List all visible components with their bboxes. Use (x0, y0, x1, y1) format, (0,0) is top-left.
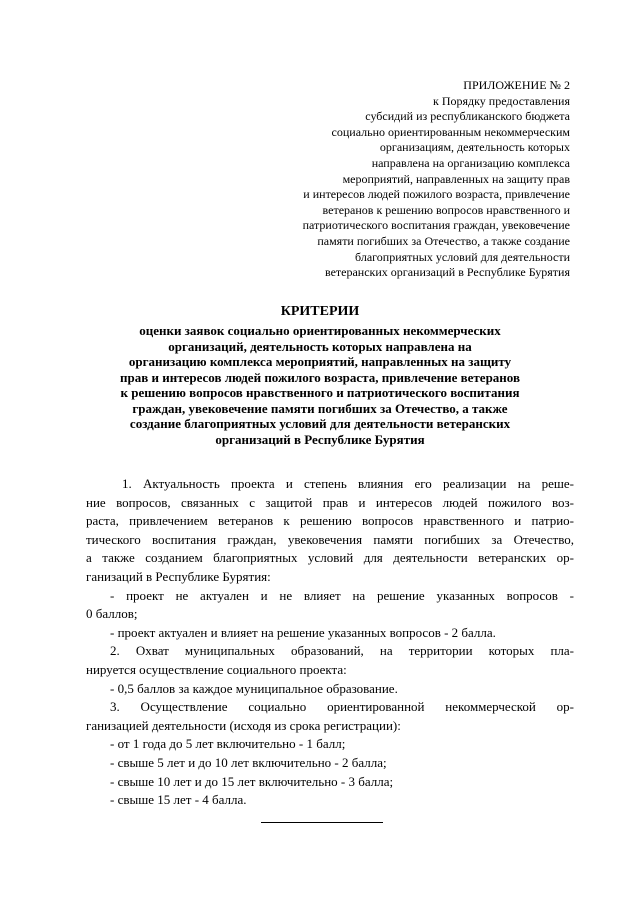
appendix-number: ПРИЛОЖЕНИЕ № 2 (463, 78, 570, 92)
criterion-1-option: - проект не актуален и не влияет на решение указанных вопросов - (110, 587, 574, 603)
criteria-body (86, 475, 574, 810)
appendix-line: к Порядку предоставления (432, 93, 570, 108)
criterion-1-line: раста, привлечением ветеранов к решению вопросов нравственного и патрио- (86, 513, 574, 529)
criterion-3-line: ганизацией деятельности (исходя из срока регистрации): (86, 717, 401, 733)
subtitle-line: создание благоприятных условий для деятельности ветеранских (129, 416, 511, 431)
criterion-2-option: - 0,5 баллов за каждое муниципальное образование. (110, 680, 398, 696)
end-separator-line (261, 822, 383, 823)
criterion-3-option: - свыше 5 лет и до 10 лет включительно - 2 балла; (110, 754, 387, 770)
appendix-line: организациям, деятельность которых (379, 140, 570, 155)
appendix-line: направлена на организацию комплекса (371, 155, 570, 170)
appendix-line: социально ориентированным некоммерческим (331, 124, 570, 139)
criterion-1-option: - проект актуален и влияет на решение указанных вопросов - 2 балла. (110, 624, 496, 640)
subtitle-line: организаций в Республике Бурятия (215, 431, 425, 447)
subtitle-line: оценки заявок социально ориентированных некоммерческих (139, 323, 501, 338)
criterion-2-line: 2. Охват муниципальных образований, на территории которых пла- (110, 643, 574, 659)
criterion-1-option: 0 баллов; (86, 606, 138, 622)
subtitle-line: граждан, увековечение памяти погибших за Отечество, а также (132, 400, 508, 416)
subtitle-line: прав и интересов людей пожилого возраста, привлечение ветеранов (120, 369, 520, 385)
appendix-line: памяти погибших за Отечество, а также создание (317, 233, 570, 248)
criterion-1-line: ние вопросов, связанных с защитой прав и интересов людей пожилого воз- (86, 494, 574, 510)
document-subtitle (0, 323, 640, 447)
criterion-2-line: нируется осуществление социального проекта: (86, 661, 347, 677)
criterion-1-line: тического воспитания граждан, увековечения памяти погибших за Отечество, (86, 531, 574, 547)
appendix-line: и интересов людей пожилого возраста, привлечение (303, 187, 570, 202)
subtitle-line: организацию комплекса мероприятий, направленных на защиту (128, 354, 512, 369)
appendix-line: благоприятных условий для деятельности (355, 249, 570, 264)
document-title: КРИТЕРИИ (280, 304, 360, 319)
criterion-3-option: - свыше 15 лет - 4 балла. (110, 792, 247, 808)
criterion-3-option: - от 1 года до 5 лет включительно - 1 балл; (110, 736, 346, 752)
criterion-1-line: а также созданием благоприятных условий для деятельности ветеранских ор- (86, 550, 574, 566)
criterion-3-option: - свыше 10 лет и до 15 лет включительно - 3 балла; (110, 773, 394, 789)
appendix-header (240, 78, 570, 281)
appendix-line: ветеранских организаций в Республике Бурятия (324, 265, 570, 280)
subtitle-line: к решению вопросов нравственного и патриотического воспитания (120, 385, 520, 400)
appendix-line: ветеранов к решению вопросов нравственного и (322, 202, 570, 217)
criterion-1-line: 1. Актуальность проекта и степень влияния его реализации на реше- (122, 476, 574, 491)
subtitle-line: организаций, деятельность которых направлена на (168, 338, 472, 354)
appendix-line: патриотического воспитания граждан, увековечение (302, 218, 570, 233)
criterion-1-line: ганизаций в Республике Бурятия: (86, 568, 271, 584)
appendix-line: субсидий из республиканского бюджета (365, 109, 570, 124)
appendix-line: мероприятий, направленных на защиту прав (342, 171, 570, 186)
criterion-3-line: 3. Осуществление социально ориентированной некоммерческой ор- (110, 699, 574, 715)
